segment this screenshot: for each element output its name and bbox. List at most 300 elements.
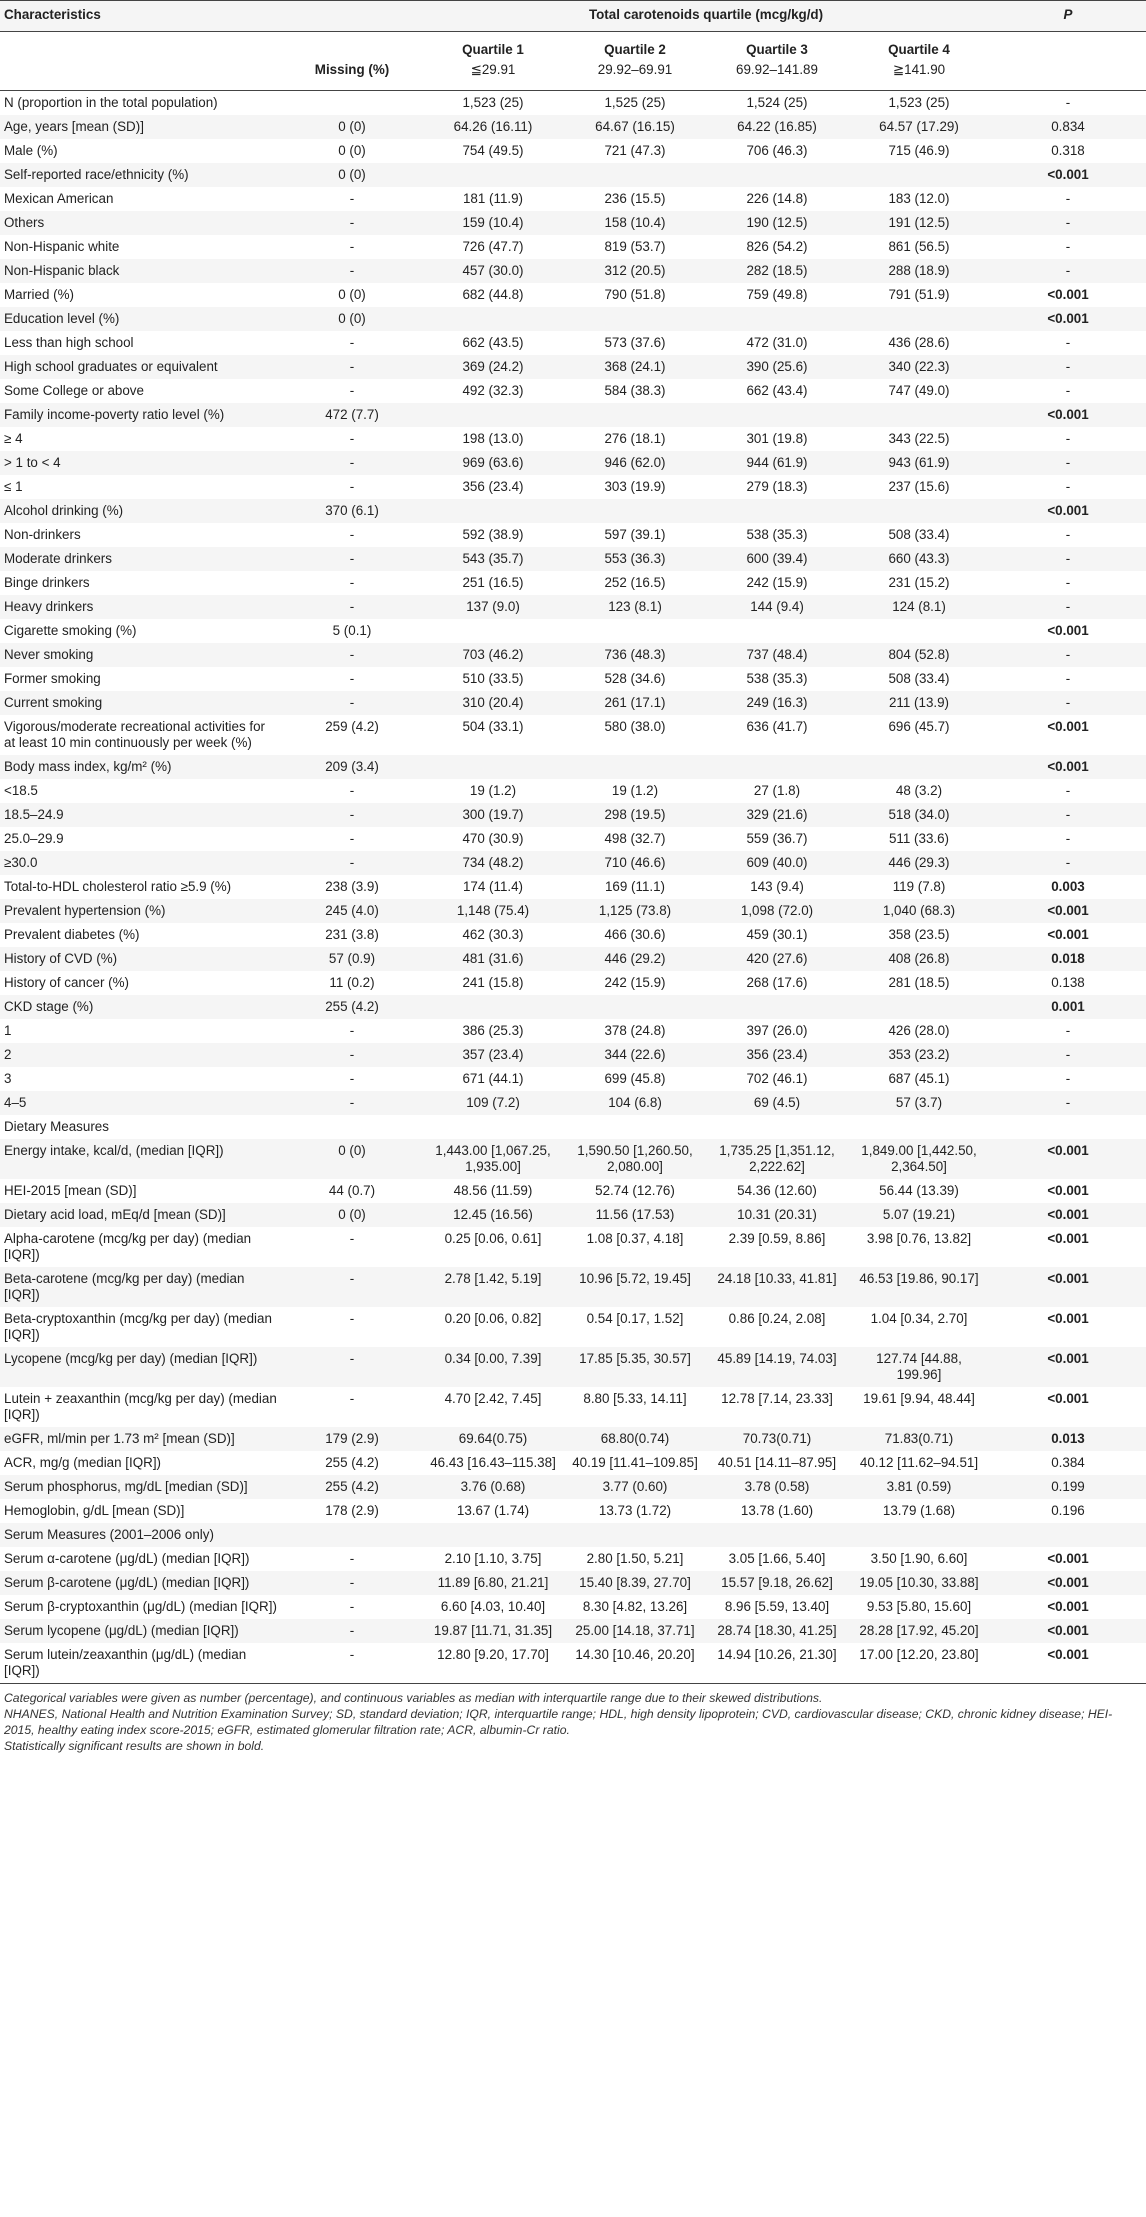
- quartile-3-cell: 397 (26.0): [746, 1023, 808, 1038]
- quartile-2-cell: 13.73 (1.72): [598, 1503, 672, 1518]
- quartile-1-cell: 109 (7.2): [422, 1091, 564, 1115]
- missing-cell: 255 (4.2): [282, 995, 422, 1019]
- quartile-3-cell: 64.22 (16.85): [706, 115, 848, 139]
- quartile-4-cell: 19.05 [10.30, 33.88]: [848, 1571, 990, 1595]
- missing-cell: -: [349, 575, 355, 590]
- missing-cell: 255 (4.2): [325, 1455, 379, 1470]
- quartile-1-cell: 11.89 [6.80, 21.21]: [422, 1571, 564, 1595]
- quartile-2-cell: 10.96 [5.72, 19.45]: [564, 1267, 706, 1307]
- quartile-1-cell: 159 (10.4): [422, 211, 564, 235]
- quartile-4-cell: 343 (22.5): [888, 431, 950, 446]
- row-label: Serum lycopene (μg/dL) (median [IQR]): [0, 1619, 282, 1643]
- row-label: 3: [4, 1071, 12, 1086]
- p-value-cell: -: [1065, 191, 1071, 206]
- table-row: [0, 1427, 1146, 1451]
- p-value-cell: <0.001: [1047, 1391, 1089, 1406]
- quartile-1-cell: 3.76 (0.68): [422, 1475, 564, 1499]
- quartile-3-cell: 1,524 (25): [746, 95, 808, 110]
- missing-cell: -: [282, 451, 422, 475]
- quartile-1-cell: 462 (30.3): [462, 927, 524, 942]
- table-row: [0, 643, 1146, 667]
- row-label: Beta-cryptoxanthin (mcg/kg per day) (median [IQR]): [4, 1311, 272, 1342]
- quartile-3-cell: 69 (4.5): [706, 1091, 848, 1115]
- quartile-1-cell: 1,148 (75.4): [422, 899, 564, 923]
- quartile-3-cell: 143 (9.4): [750, 879, 804, 894]
- table-row: [0, 499, 1146, 523]
- missing-cell: 370 (6.1): [282, 499, 422, 523]
- quartile-2-cell: 15.40 [8.39, 27.70]: [564, 1571, 706, 1595]
- row-label: N (proportion in the total population): [4, 95, 218, 110]
- missing-cell: -: [349, 1071, 355, 1086]
- table-row: [0, 283, 1146, 307]
- p-value-cell: -: [990, 851, 1146, 875]
- quartile-4-cell: 17.00 [12.20, 23.80]: [848, 1643, 990, 1684]
- row-label: Education level (%): [0, 307, 282, 331]
- p-value-cell: -: [990, 547, 1146, 571]
- p-value-cell: -: [1065, 239, 1071, 254]
- p-value-cell: <0.001: [990, 1203, 1146, 1227]
- quartile-3-cell: [706, 995, 848, 1019]
- quartile-2-cell: 721 (47.3): [604, 143, 666, 158]
- table-row: [0, 427, 1146, 451]
- quartile-2-cell: 1.08 [0.37, 4.18]: [586, 1231, 684, 1246]
- quartile-1-cell: 726 (47.7): [462, 239, 524, 254]
- quartile-3-cell: 14.94 [10.26, 21.30]: [706, 1643, 848, 1684]
- p-value-cell: <0.001: [1047, 927, 1089, 942]
- quartile-2-cell: [564, 1115, 706, 1139]
- quartile-1-cell: 734 (48.2): [422, 851, 564, 875]
- missing-cell: 178 (2.9): [325, 1503, 379, 1518]
- quartile-2-cell: [564, 499, 706, 523]
- table-row: [0, 947, 1146, 971]
- p-value-cell: 0.018: [990, 947, 1146, 971]
- quartile-2-cell: 8.30 [4.82, 13.26]: [582, 1599, 688, 1614]
- quartile-2-cell: 17.85 [5.35, 30.57]: [564, 1347, 706, 1387]
- quartile-3-cell: [706, 619, 848, 643]
- missing-cell: 0 (0): [282, 163, 422, 187]
- row-label: Serum β-carotene (μg/dL) (median [IQR]): [0, 1571, 282, 1595]
- quartile-2-cell: 303 (19.9): [604, 479, 666, 494]
- missing-cell: -: [282, 211, 422, 235]
- quartile-2-cell: 68.80(0.74): [564, 1427, 706, 1451]
- quartile-2-cell: 261 (17.1): [564, 691, 706, 715]
- quartile-4-cell: 119 (7.8): [892, 879, 946, 894]
- missing-cell: 0 (0): [338, 287, 366, 302]
- quartile-4-cell: [848, 1115, 990, 1139]
- quartile-4-cell: 518 (34.0): [848, 803, 990, 827]
- table-row: [0, 1523, 1146, 1547]
- quartile-2-cell: [564, 307, 706, 331]
- table-row: [0, 667, 1146, 691]
- p-value-cell: <0.001: [1047, 719, 1089, 734]
- missing-cell: -: [349, 383, 355, 398]
- quartile-3-cell: [706, 755, 848, 779]
- table-row: [0, 755, 1146, 779]
- missing-cell: 259 (4.2): [325, 719, 379, 734]
- quartile-3-cell: [706, 1115, 848, 1139]
- quartile-1-cell: 6.60 [4.03, 10.40]: [440, 1599, 546, 1614]
- quartile-4-cell: [848, 403, 990, 427]
- quartile-1-cell: 386 (25.3): [462, 1023, 524, 1038]
- quartile-3-cell: [706, 1523, 848, 1547]
- header-quartile-2: Quartile 2 29.92–69.91: [564, 32, 706, 91]
- quartile-1-cell: 48.56 (11.59): [453, 1183, 533, 1198]
- quartile-3-cell: [706, 307, 848, 331]
- quartile-2-cell: [564, 1523, 706, 1547]
- quartile-4-cell: [848, 755, 990, 779]
- row-label: Vigorous/moderate recreational activities for at least 10 min continuously per week (%): [4, 719, 265, 750]
- p-value-cell: -: [990, 355, 1146, 379]
- quartile-1-cell: 13.67 (1.74): [456, 1503, 530, 1518]
- missing-cell: -: [349, 191, 355, 206]
- row-label: Cigarette smoking (%): [4, 623, 137, 638]
- p-value-cell: <0.001: [990, 499, 1146, 523]
- row-label: Never smoking: [0, 643, 282, 667]
- quartile-3-cell: 13.78 (1.60): [740, 1503, 814, 1518]
- quartile-4-cell: [848, 1523, 990, 1547]
- quartile-1-cell: 69.64(0.75): [422, 1427, 564, 1451]
- table-row: [0, 691, 1146, 715]
- row-label: Mexican American: [4, 191, 114, 206]
- missing-cell: 57 (0.9): [282, 947, 422, 971]
- header-row-top: [0, 1, 1146, 32]
- quartile-2-cell: 584 (38.3): [604, 383, 666, 398]
- quartile-2-cell: 14.30 [10.46, 20.20]: [564, 1643, 706, 1684]
- quartile-4-cell: 511 (33.6): [888, 831, 950, 846]
- table-row: [0, 1267, 1146, 1307]
- quartile-1-cell: 2.10 [1.10, 3.75]: [444, 1551, 542, 1566]
- row-label: Prevalent diabetes (%): [4, 927, 140, 942]
- row-label: Non-drinkers: [4, 527, 81, 542]
- row-label: Serum phosphorus, mg/dL [median (SD)]: [0, 1475, 282, 1499]
- quartile-2-cell: 819 (53.7): [604, 239, 666, 254]
- quartile-3-cell: 268 (17.6): [746, 975, 808, 990]
- missing-cell: -: [349, 1599, 355, 1614]
- row-label: 2: [0, 1043, 282, 1067]
- missing-cell: 44 (0.7): [328, 1183, 376, 1198]
- quartile-3-cell: 242 (15.9): [746, 575, 808, 590]
- quartile-1-cell: [422, 307, 564, 331]
- row-label: Heavy drinkers: [0, 595, 282, 619]
- quartile-3-cell: 40.51 [14.11–87.95]: [717, 1455, 837, 1470]
- quartile-3-cell: 45.89 [14.19, 74.03]: [706, 1347, 848, 1387]
- p-value-cell: -: [1065, 783, 1071, 798]
- p-value-cell: <0.001: [990, 1571, 1146, 1595]
- row-label: 25.0–29.9: [4, 831, 64, 846]
- missing-cell: [282, 1523, 422, 1547]
- table-row: [0, 1067, 1146, 1091]
- quartile-1-cell: 0.25 [0.06, 0.61]: [444, 1231, 542, 1246]
- missing-cell: -: [282, 355, 422, 379]
- table-row: [0, 163, 1146, 187]
- quartile-1-cell: 543 (35.7): [422, 547, 564, 571]
- quartile-3-cell: 15.57 [9.18, 26.62]: [706, 1571, 848, 1595]
- table-row: [0, 1307, 1146, 1347]
- table-row: [0, 1347, 1146, 1387]
- quartile-4-cell: 791 (51.9): [888, 287, 950, 302]
- table-row: [0, 235, 1146, 259]
- quartile-4-cell: 508 (33.4): [888, 671, 950, 686]
- quartile-4-cell: 40.12 [11.62–94.51]: [859, 1455, 979, 1470]
- p-value-cell: 0.001: [990, 995, 1146, 1019]
- missing-cell: -: [349, 479, 355, 494]
- quartile-2-cell: 276 (18.1): [604, 431, 666, 446]
- row-label: Serum β-cryptoxanthin (μg/dL) (median [IQR]): [4, 1599, 277, 1614]
- quartile-2-cell: 236 (15.5): [604, 191, 666, 206]
- missing-cell: -: [282, 547, 422, 571]
- table-row: [0, 827, 1146, 851]
- quartile-1-cell: [422, 163, 564, 187]
- missing-cell: -: [349, 1023, 355, 1038]
- p-value-cell: -: [990, 1043, 1146, 1067]
- quartile-1-cell: 0.20 [0.06, 0.82]: [444, 1311, 542, 1326]
- quartile-2-cell: 378 (24.8): [604, 1023, 666, 1038]
- quartile-4-cell: 46.53 [19.86, 90.17]: [848, 1267, 990, 1307]
- p-value-cell: <0.001: [990, 1643, 1146, 1684]
- row-label: Less than high school: [4, 335, 134, 350]
- quartile-4-cell: 747 (49.0): [888, 383, 950, 398]
- quartile-2-cell: 169 (11.1): [604, 879, 666, 894]
- p-value-cell: -: [1065, 335, 1071, 350]
- p-value-cell: <0.001: [990, 307, 1146, 331]
- table-row: [0, 1179, 1146, 1203]
- missing-cell: -: [349, 431, 355, 446]
- quartile-1-cell: [422, 755, 564, 779]
- quartile-4-cell: 3.98 [0.76, 13.82]: [866, 1231, 972, 1246]
- quartile-3-cell: 356 (23.4): [706, 1043, 848, 1067]
- p-value-cell: -: [1065, 479, 1071, 494]
- missing-cell: 0 (0): [338, 143, 366, 158]
- quartile-1-cell: 12.45 (16.56): [422, 1203, 564, 1227]
- table-row: [0, 475, 1146, 499]
- quartile-2-cell: 790 (51.8): [604, 287, 666, 302]
- row-label: ≥ 4: [4, 431, 23, 446]
- quartile-4-cell: 1,849.00 [1,442.50, 2,364.50]: [848, 1139, 990, 1179]
- footnote: NHANES, National Health and Nutrition Examination Survey; SD, standard deviation; IQR, interquartile range; HDL, high density lipoprotein; CVD, cardiovascular disease; CKD, chronic kidney disease; HEI-2015, healthy eating index score-2015; eGFR, estimated glomerular filtration rate; ACR, albumin-Cr ratio.: [4, 1707, 1113, 1737]
- quartile-1-cell: [422, 619, 564, 643]
- p-value-cell: <0.001: [990, 163, 1146, 187]
- missing-cell: -: [349, 1231, 355, 1246]
- p-value-cell: -: [1065, 1071, 1071, 1086]
- header-quartile-3: Quartile 3 69.92–141.89: [706, 32, 848, 91]
- table-row: [0, 1091, 1146, 1115]
- p-value-cell: <0.001: [990, 899, 1146, 923]
- quartile-4-cell: 358 (23.5): [888, 927, 950, 942]
- missing-cell: -: [349, 335, 355, 350]
- quartile-3-cell: 706 (46.3): [746, 143, 808, 158]
- quartile-2-cell: 11.56 (17.53): [564, 1203, 706, 1227]
- quartile-3-cell: [706, 163, 848, 187]
- quartile-1-cell: 457 (30.0): [422, 259, 564, 283]
- quartile-1-cell: 174 (11.4): [462, 879, 524, 894]
- quartile-4-cell: 211 (13.9): [848, 691, 990, 715]
- p-value-cell: <0.001: [1047, 1231, 1089, 1246]
- quartile-2-cell: 344 (22.6): [564, 1043, 706, 1067]
- quartile-1-cell: 492 (32.3): [462, 383, 524, 398]
- p-value-cell: 0.384: [1051, 1455, 1085, 1470]
- table-row: [0, 851, 1146, 875]
- p-value-cell: 0.003: [1051, 879, 1085, 894]
- row-label: ≥30.0: [0, 851, 282, 875]
- quartile-2-cell: [564, 403, 706, 427]
- quartile-2-cell: 699 (45.8): [604, 1071, 666, 1086]
- quartile-3-cell: 538 (35.3): [746, 527, 808, 542]
- row-label: Current smoking: [0, 691, 282, 715]
- row-label: Others: [0, 211, 282, 235]
- missing-cell: -: [349, 1551, 355, 1566]
- table-row: [0, 1115, 1146, 1139]
- table-row: [0, 1547, 1146, 1571]
- quartile-1-cell: 671 (44.1): [462, 1071, 524, 1086]
- row-label: Self-reported race/ethnicity (%): [0, 163, 282, 187]
- row-label: 1: [4, 1023, 12, 1038]
- quartile-4-cell: 127.74 [44.88, 199.96]: [848, 1347, 990, 1387]
- p-value-cell: <0.001: [1047, 1311, 1089, 1326]
- quartile-4-cell: 353 (23.2): [848, 1043, 990, 1067]
- row-label: <18.5: [4, 783, 38, 798]
- quartile-2-cell: 252 (16.5): [604, 575, 666, 590]
- row-label: Dietary Measures: [4, 1119, 109, 1134]
- missing-cell: 0 (0): [282, 115, 422, 139]
- quartile-4-cell: 3.50 [1.90, 6.60]: [870, 1551, 968, 1566]
- quartile-2-cell: 580 (38.0): [604, 719, 666, 734]
- quartile-3-cell: 27 (1.8): [753, 783, 801, 798]
- quartile-2-cell: 446 (29.2): [564, 947, 706, 971]
- row-label: Alpha-carotene (mcg/kg per day) (median [IQR]): [4, 1231, 252, 1262]
- quartile-4-cell: 124 (8.1): [848, 595, 990, 619]
- quartile-1-cell: 470 (30.9): [462, 831, 524, 846]
- row-label: High school graduates or equivalent: [0, 355, 282, 379]
- quartile-2-cell: 1,525 (25): [604, 95, 666, 110]
- quartile-2-cell: [564, 995, 706, 1019]
- row-label: HEI-2015 [mean (SD)]: [4, 1183, 137, 1198]
- row-label: Non-Hispanic black: [0, 259, 282, 283]
- missing-cell: 0 (0): [282, 1203, 422, 1227]
- quartile-4-cell: 9.53 [5.80, 15.60]: [866, 1599, 972, 1614]
- missing-cell: -: [282, 851, 422, 875]
- quartile-2-cell: 466 (30.6): [604, 927, 666, 942]
- quartile-1-cell: 356 (23.4): [462, 479, 524, 494]
- p-value-cell: -: [1065, 1023, 1071, 1038]
- quartile-4-cell: 861 (56.5): [888, 239, 950, 254]
- p-value-cell: <0.001: [990, 1139, 1146, 1179]
- quartile-2-cell: 573 (37.6): [604, 335, 666, 350]
- table-body: [0, 91, 1146, 1684]
- quartile-4-cell: 696 (45.7): [888, 719, 950, 734]
- quartile-3-cell: 28.74 [18.30, 41.25]: [706, 1619, 848, 1643]
- quartile-3-cell: 8.96 [5.59, 13.40]: [724, 1599, 830, 1614]
- quartile-4-cell: 436 (28.6): [888, 335, 950, 350]
- quartile-2-cell: 312 (20.5): [564, 259, 706, 283]
- quartile-3-cell: 1,098 (72.0): [706, 899, 848, 923]
- p-value-cell: <0.001: [1047, 1183, 1089, 1198]
- quartile-1-cell: 703 (46.2): [422, 643, 564, 667]
- quartile-3-cell: 702 (46.1): [746, 1071, 808, 1086]
- quartile-3-cell: [706, 403, 848, 427]
- quartile-4-cell: 183 (12.0): [888, 191, 950, 206]
- p-value-cell: <0.001: [1047, 1599, 1089, 1614]
- p-value-cell: -: [1065, 575, 1071, 590]
- quartile-1-cell: 510 (33.5): [462, 671, 524, 686]
- quartile-4-cell: 48 (3.2): [895, 783, 943, 798]
- missing-cell: -: [282, 1347, 422, 1387]
- quartile-4-cell: 57 (3.7): [848, 1091, 990, 1115]
- quartile-1-cell: 754 (49.5): [462, 143, 524, 158]
- row-label: Hemoglobin, g/dL [mean (SD)]: [4, 1503, 185, 1518]
- quartile-3-cell: 737 (48.4): [706, 643, 848, 667]
- quartile-2-cell: 25.00 [14.18, 37.71]: [564, 1619, 706, 1643]
- row-label: Binge drinkers: [4, 575, 90, 590]
- p-value-cell: 0.834: [990, 115, 1146, 139]
- header-row-sub: [0, 32, 1146, 91]
- quartile-1-cell: 504 (33.1): [462, 719, 524, 734]
- header-quartile-4: Quartile 4 ≧141.90: [848, 32, 990, 91]
- row-label: > 1 to < 4: [0, 451, 282, 475]
- table-row: [0, 91, 1146, 116]
- quartile-2-cell: 242 (15.9): [604, 975, 666, 990]
- quartile-3-cell: 3.78 (0.58): [706, 1475, 848, 1499]
- missing-cell: -: [282, 1091, 422, 1115]
- quartile-4-cell: 943 (61.9): [848, 451, 990, 475]
- p-value-cell: <0.001: [1047, 623, 1089, 638]
- missing-cell: -: [349, 1311, 355, 1326]
- quartile-2-cell: 19 (1.2): [611, 783, 659, 798]
- quartile-1-cell: 662 (43.5): [462, 335, 524, 350]
- quartile-1-cell: 12.80 [9.20, 17.70]: [422, 1643, 564, 1684]
- quartile-1-cell: 310 (20.4): [422, 691, 564, 715]
- p-value-cell: <0.001: [990, 1619, 1146, 1643]
- quartile-2-cell: 104 (6.8): [564, 1091, 706, 1115]
- p-value-cell: -: [1065, 831, 1071, 846]
- quartile-3-cell: 2.39 [0.59, 8.86]: [728, 1231, 826, 1246]
- table-row: [0, 619, 1146, 643]
- table-row: [0, 1139, 1146, 1179]
- row-label: History of cancer (%): [4, 975, 130, 990]
- quartile-3-cell: 226 (14.8): [746, 191, 808, 206]
- table-row: [0, 923, 1146, 947]
- p-value-cell: <0.001: [1047, 287, 1089, 302]
- row-label: Prevalent hypertension (%): [0, 899, 282, 923]
- table-row: [0, 187, 1146, 211]
- row-label: 4–5: [0, 1091, 282, 1115]
- missing-cell: -: [282, 643, 422, 667]
- p-value-cell: <0.001: [990, 1347, 1146, 1387]
- missing-cell: 0 (0): [282, 307, 422, 331]
- table-row: [0, 1643, 1146, 1684]
- quartile-1-cell: 64.26 (16.11): [422, 115, 564, 139]
- quartile-2-cell: 710 (46.6): [564, 851, 706, 875]
- quartile-1-cell: [422, 403, 564, 427]
- p-value-cell: -: [990, 211, 1146, 235]
- quartile-2-cell: 2.80 [1.50, 5.21]: [586, 1551, 684, 1566]
- quartile-4-cell: 1,523 (25): [888, 95, 950, 110]
- quartile-2-cell: 368 (24.1): [564, 355, 706, 379]
- quartile-4-cell: [848, 619, 990, 643]
- p-value-cell: 0.199: [990, 1475, 1146, 1499]
- missing-cell: -: [282, 259, 422, 283]
- row-label: Energy intake, kcal/d, (median [IQR]): [0, 1139, 282, 1179]
- quartile-4-cell: 281 (18.5): [888, 975, 950, 990]
- quartile-3-cell: 472 (31.0): [746, 335, 808, 350]
- quartile-1-cell: 1,523 (25): [462, 95, 524, 110]
- row-label: Serum α-carotene (μg/dL) (median [IQR]): [4, 1551, 250, 1566]
- row-label: ACR, mg/g (median [IQR]): [4, 1455, 162, 1470]
- quartile-3-cell: 3.05 [1.66, 5.40]: [728, 1551, 826, 1566]
- quartile-4-cell: 408 (26.8): [848, 947, 990, 971]
- table-row: [0, 803, 1146, 827]
- missing-cell: -: [282, 1043, 422, 1067]
- table-row: [0, 715, 1146, 755]
